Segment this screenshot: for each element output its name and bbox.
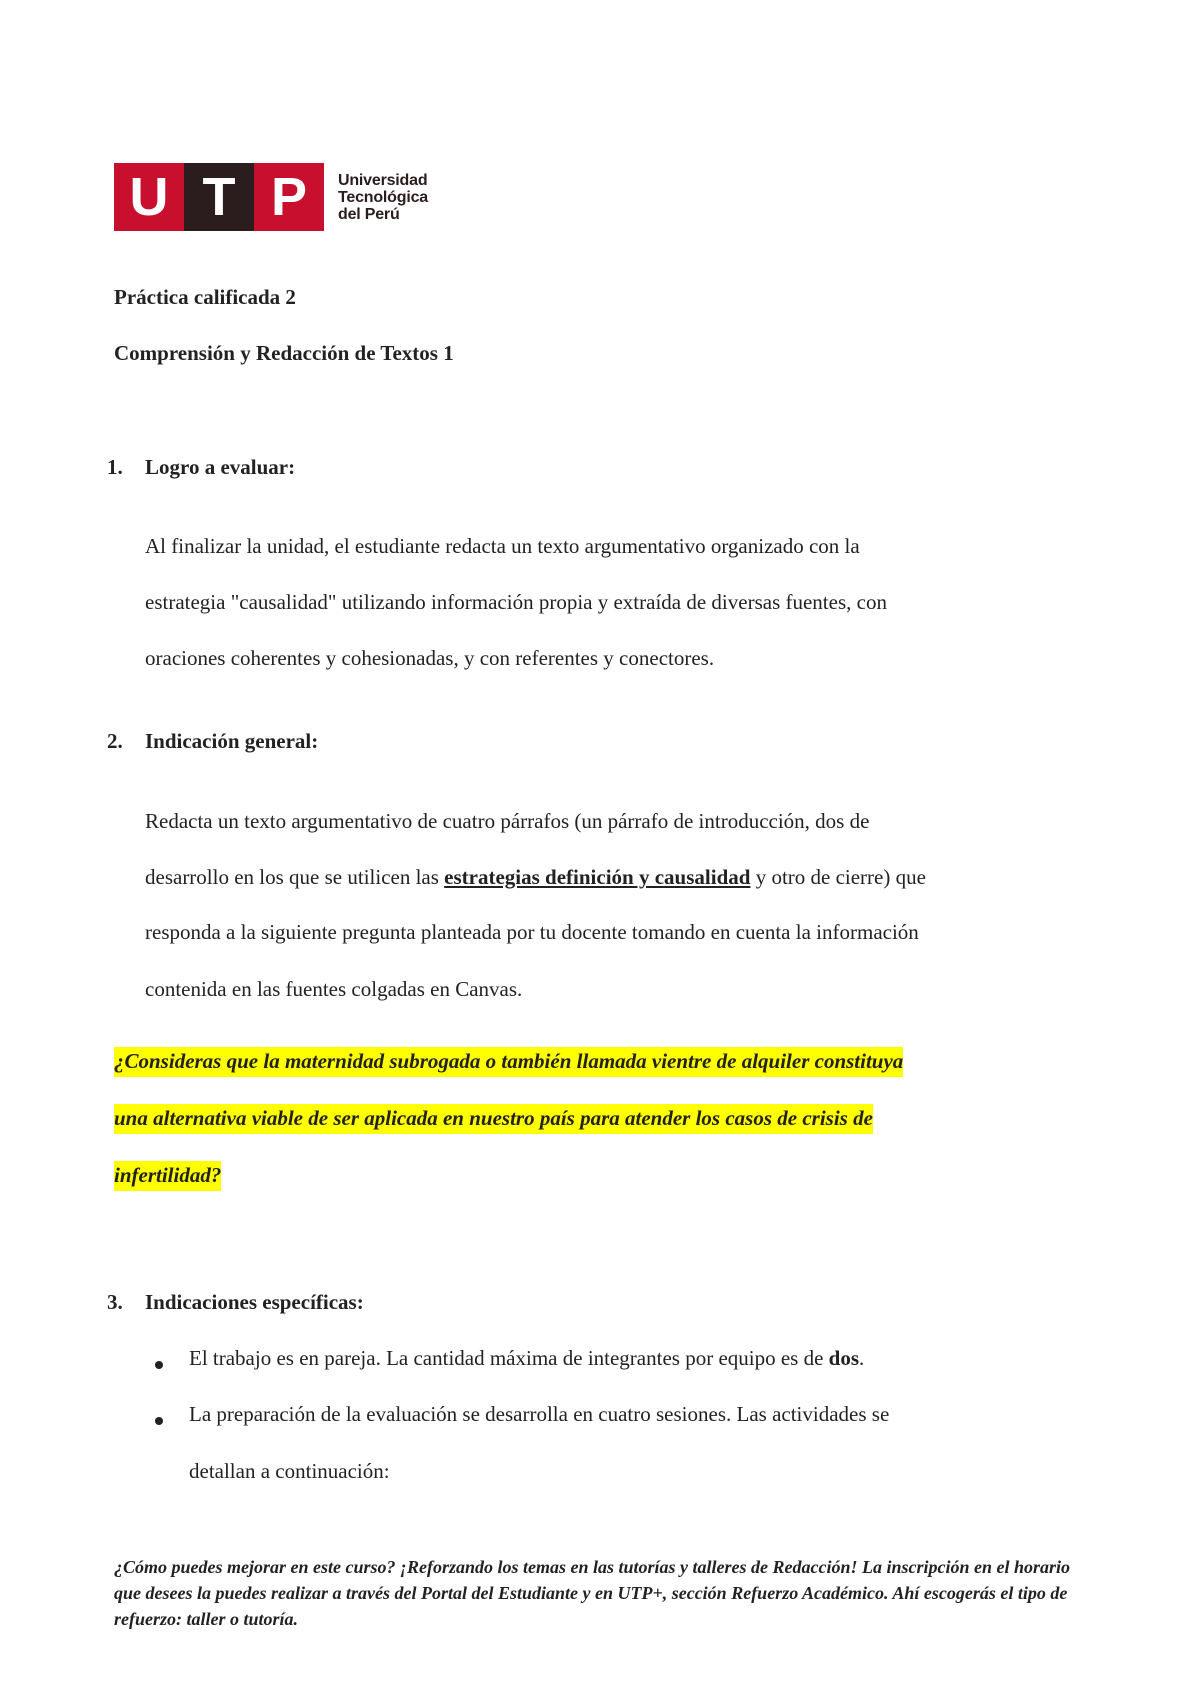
section-heading-indicacion-general: Indicación general: [145, 729, 319, 753]
paragraph-line [145, 865, 926, 890]
highlighted-question-line [114, 1049, 903, 1074]
section-number: 2. [107, 729, 123, 753]
text-run: y otro de cierre) que [750, 865, 926, 889]
utp-logo [114, 163, 428, 231]
question-text: ¿Consideras que la maternidad subrogada o también llamada vientre de alquiler constituya [114, 1047, 903, 1077]
logo-name-line: Tecnológica [338, 188, 428, 206]
bullet-item-sesiones-line: La preparación de la evaluación se desarrolla en cuatro sesiones. Las actividades se [189, 1402, 890, 1426]
section-number: 1. [107, 455, 123, 479]
section-heading-indicaciones-especificas: Indicaciones específicas: [145, 1290, 364, 1314]
logo-letter-t: T [184, 163, 254, 231]
section-number: 3. [107, 1290, 123, 1314]
paragraph-line: Al finalizar la unidad, el estudiante redacta un texto argumentativo organizado con la [145, 534, 860, 558]
section-heading-logro: Logro a evaluar: [145, 455, 296, 479]
bullet-item-pareja [189, 1346, 864, 1371]
bullet-dot-icon [155, 1417, 163, 1425]
logo-name-line: Universidad [338, 171, 428, 189]
logo-name-line: del Perú [338, 205, 400, 223]
bullet-dot-icon [155, 1361, 163, 1369]
highlighted-question-line [114, 1106, 873, 1131]
paragraph-line: contenida en las fuentes colgadas en Canvas. [145, 977, 523, 1001]
bullet-item-sesiones-line: detallan a continuación: [189, 1459, 390, 1483]
text-run: desarrollo en los que se utilicen las [145, 865, 445, 889]
logo-letter-u: U [114, 163, 184, 231]
text-run: . [859, 1346, 865, 1370]
paragraph-line: estrategia "causalidad" utilizando información propia y extraída de diversas fuentes, con [145, 590, 887, 614]
question-text: una alternativa viable de ser aplicada en nuestro país para atender los casos de crisis de [114, 1104, 873, 1134]
paragraph-line: Redacta un texto argumentativo de cuatro párrafos (un párrafo de introducción, dos de [145, 809, 870, 833]
document-title: Práctica calificada 2 [114, 285, 296, 309]
footer-note: ¿Cómo puedes mejorar en este curso? ¡Reforzando los temas en las tutorías y talleres de Redacción! La inscripción en el horario que desees la puedes realizar a través del Portal del Estudiante y en UTP+, sección Refuerzo Académico. Ahí escogerás el tipo de refuerzo: taller o tutoría. [114, 1557, 1071, 1629]
course-name: Comprensión y Redacción de Textos 1 [114, 341, 454, 365]
logo-letter-p: P [254, 163, 324, 231]
paragraph-line: oraciones coherentes y cohesionadas, y con referentes y conectores. [145, 646, 715, 670]
emphasis-strategies: estrategias definición y causalidad [444, 865, 751, 889]
paragraph-line: responda a la siguiente pregunta planteada por tu docente tomando en cuenta la información [145, 920, 919, 944]
text-run: El trabajo es en pareja. La cantidad máxima de integrantes por equipo es de [189, 1346, 829, 1370]
logo-university-name [338, 172, 428, 223]
question-text: infertilidad? [114, 1161, 221, 1191]
highlighted-question-line [114, 1163, 221, 1188]
emphasis-dos: dos [828, 1346, 860, 1370]
